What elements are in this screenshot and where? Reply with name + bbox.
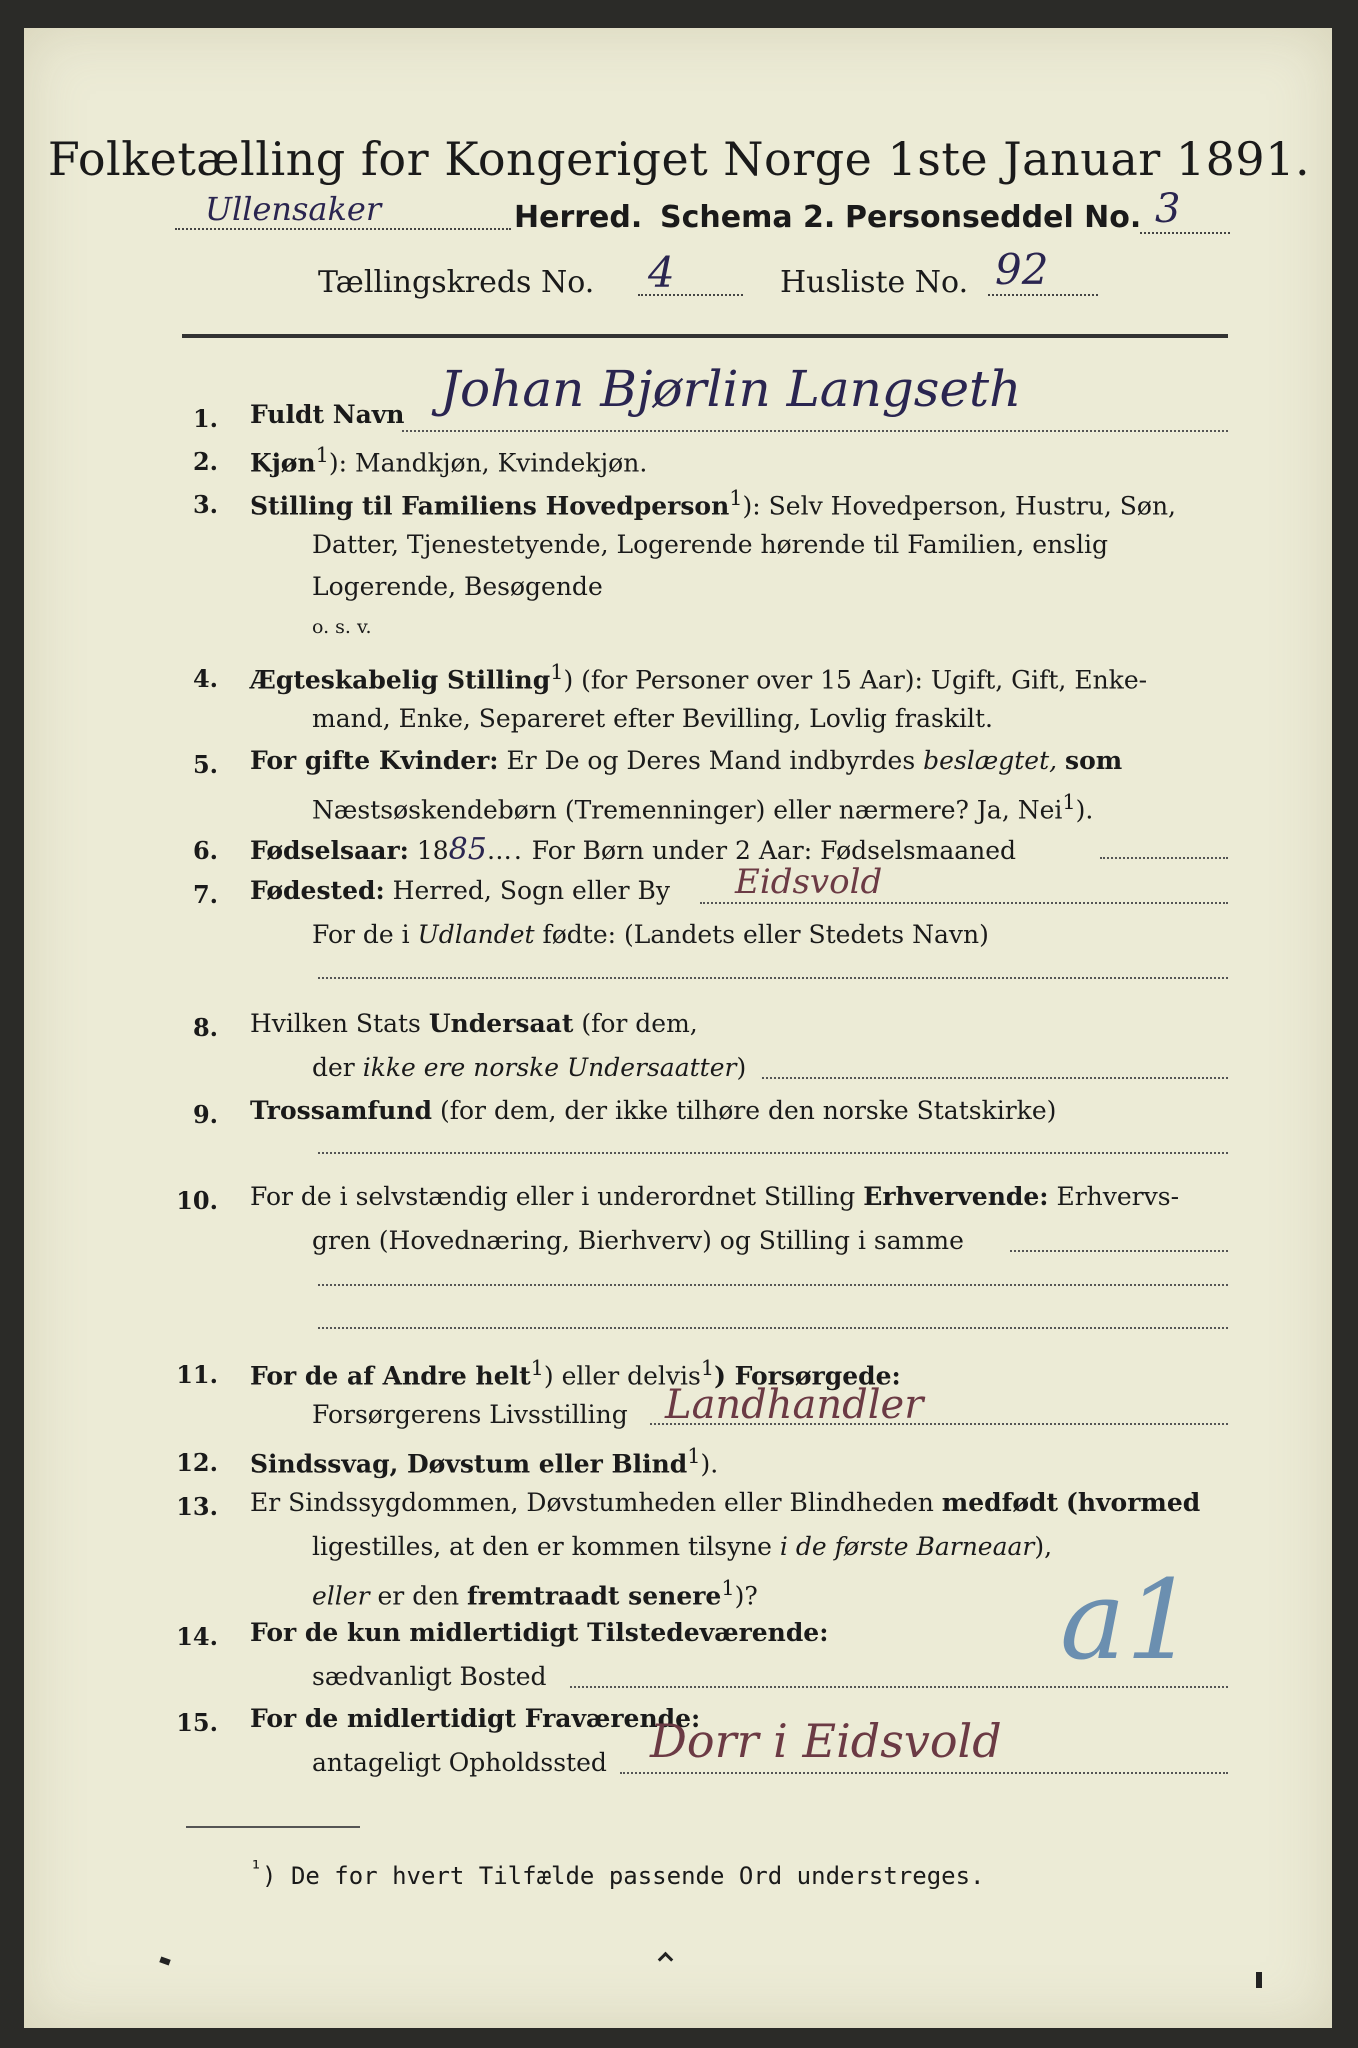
footnote-marker: ¹ xyxy=(250,1856,263,1880)
schema-label: Schema 2. xyxy=(660,200,836,235)
q11-value: Landhandler xyxy=(665,1382,924,1428)
q5-question: Er De og Deres Mand indbyrdes xyxy=(506,746,916,775)
q10-erhvervende: Erhvervende: xyxy=(863,1182,1049,1211)
footnote-text: ) De for hvert Tilfælde passende Ord understreges. xyxy=(262,1862,985,1890)
header-rule xyxy=(182,334,1228,338)
q8-line1 xyxy=(250,1009,698,1038)
q2-text: Kjøn$^1$): Mandkjøn, Kvindekjøn. xyxy=(250,443,648,478)
q9-number: 9. xyxy=(192,1100,218,1129)
q10-line1 xyxy=(250,1182,1179,1211)
q5-line2-text: Næstsøskendebørn (Tremenninger) eller nærmere? Ja, Nei xyxy=(312,795,1063,825)
q12-number: 12. xyxy=(176,1448,218,1477)
q13-medfodt: medfødt xyxy=(941,1488,1059,1517)
q11-number: 11. xyxy=(176,1360,218,1389)
q7-line1 xyxy=(250,876,670,905)
q13-eller: eller xyxy=(312,1581,370,1611)
q13-line2a: ligestilles, at den er kommen tilsyne xyxy=(312,1532,772,1561)
q3-line3: Logerende, Besøgende xyxy=(312,572,603,601)
kreds-value: 4 xyxy=(648,248,675,297)
q15-value: Dorr i Eidsvold xyxy=(650,1714,1002,1768)
q4-number: 4. xyxy=(192,664,218,693)
q10-line1a: For de i selvstændig eller i underordnet Stilling xyxy=(250,1182,856,1211)
q3-line1: Stilling til Familiens Hovedperson$^1$): Selv Hovedperson, Hustru, Søn, xyxy=(250,486,1177,521)
q8-line2a: der xyxy=(312,1053,355,1082)
q8-line2c: ) xyxy=(736,1053,747,1082)
q2-number: 2. xyxy=(192,447,218,476)
q7-udlandet: Udlandet xyxy=(417,920,535,949)
q13-line1c: (hvormed xyxy=(1066,1488,1201,1517)
q6-value: 85 xyxy=(448,832,487,867)
q10-line1c: Erhvervs- xyxy=(1056,1182,1180,1211)
q3-line4: o. s. v. xyxy=(312,616,372,638)
personseddel-dotted-line xyxy=(1140,232,1230,234)
q15-answer-line xyxy=(620,1772,1228,1774)
q3-label: Stilling til Familiens Hovedperson xyxy=(250,491,730,521)
q14-line1: For de kun midlertidigt Tilstedeværende: xyxy=(250,1618,829,1647)
q13-er-den: er den xyxy=(377,1581,460,1611)
q10-answer-line-1 xyxy=(1010,1250,1228,1252)
q9-label: Trossamfund xyxy=(250,1096,433,1125)
q6-century: 18 xyxy=(416,836,449,865)
q13-line1 xyxy=(250,1488,1200,1517)
q10-answer-line-2 xyxy=(318,1284,1228,1286)
q6-answer-line xyxy=(1100,857,1228,859)
q7-line2a: For de i xyxy=(312,920,410,949)
q1-value: Johan Bjørlin Langseth xyxy=(440,360,1022,418)
q15-line1: For de midlertidigt Fraværende: xyxy=(250,1704,701,1733)
q4-line1: Ægteskabelig Stilling$^1$) (for Personer over 15 Aar): Ugift, Gift, Enke- xyxy=(250,660,1148,695)
q2-rest: ): Mandkjøn, Kvindekjøn. xyxy=(328,448,648,478)
q8-line1c: (for dem, xyxy=(581,1009,698,1038)
q5-line2: Næstsøskendebørn (Tremenninger) eller nærmere? Ja, Nei$^1$). xyxy=(312,790,1094,825)
husliste-label: Husliste No. xyxy=(780,265,969,300)
q9-answer-line xyxy=(318,1152,1228,1154)
q7-line2c: fødte: (Landets eller Stedets Navn) xyxy=(542,920,989,949)
q7-number: 7. xyxy=(192,880,218,909)
herred-dotted-line xyxy=(175,228,511,230)
q7-label: Fødested: xyxy=(250,876,385,905)
q3-options-1: ): Selv Hovedperson, Hustru, Søn, xyxy=(742,491,1177,521)
herred-label: Herred. xyxy=(514,200,643,235)
herred-value: Ullensaker xyxy=(205,190,382,228)
q5-beslaegtet: beslægtet, xyxy=(923,746,1058,775)
corner-mark-right xyxy=(1256,1972,1262,1988)
q10-answer-line-3 xyxy=(318,1327,1228,1329)
q4-label: Ægteskabelig Stilling xyxy=(250,665,551,695)
q7-answer-line xyxy=(700,902,1228,904)
husliste-dotted-line xyxy=(988,294,1098,296)
q1-label: Fuldt Navn xyxy=(250,400,405,429)
q13-line2c: ), xyxy=(1034,1532,1053,1561)
q6-label: Fødselsaar: xyxy=(250,836,409,865)
q7-line2 xyxy=(312,920,989,949)
q6-number: 6. xyxy=(192,836,218,865)
form-title: Folketælling for Kongeriget Norge 1ste Januar 1891. xyxy=(47,132,1311,186)
q13-fremtraadt: fremtraadt senere xyxy=(467,1581,722,1611)
q11-line2: Forsørgerens Livsstilling xyxy=(312,1400,628,1429)
q1-number: 1. xyxy=(192,404,218,433)
q7-value: Eidsvold xyxy=(735,862,883,902)
q12-label: Sindssvag, Døvstum eller Blind xyxy=(250,1449,688,1479)
q8-line1a: Hvilken Stats xyxy=(250,1009,421,1038)
q3-line2: Datter, Tjenestetyende, Logerende hørende til Familien, enslig xyxy=(312,530,1109,559)
q1-answer-line xyxy=(402,430,1228,432)
q8-undersaat: Undersaat xyxy=(428,1009,574,1038)
personseddel-label: Personseddel No. xyxy=(845,200,1142,235)
q12-line: Sindssvag, Døvstum eller Blind$^1$). xyxy=(250,1444,719,1479)
q5-line1 xyxy=(250,746,1122,775)
q13-line2 xyxy=(312,1532,1052,1561)
q8-line2 xyxy=(312,1053,746,1082)
q8-answer-line xyxy=(762,1077,1228,1079)
q15-line2: antageligt Opholdssted xyxy=(312,1748,607,1777)
q10-line2: gren (Hovednæring, Bierhverv) og Stilling i samme xyxy=(312,1226,964,1255)
q13-margin-note: a1 xyxy=(1060,1556,1196,1684)
q9-line xyxy=(250,1096,1056,1125)
q14-line2: sædvanligt Bosted xyxy=(312,1662,547,1691)
personseddel-value: 3 xyxy=(1155,186,1181,232)
q11-line1b: ) eller delvis xyxy=(543,1361,701,1391)
q6-line: Fødselsaar: 1885…. For Børn under 2 Aar: Fødselsmaaned xyxy=(250,832,1017,867)
q13-line3d: )? xyxy=(734,1581,758,1611)
q12-rest: ). xyxy=(700,1449,719,1479)
q5-som: som xyxy=(1065,746,1123,775)
q14-number: 14. xyxy=(176,1622,218,1651)
q5-number: 5. xyxy=(192,750,218,779)
footnote xyxy=(250,1856,985,1890)
q11-line1c: ) Forsørgede: xyxy=(714,1361,901,1391)
q10-number: 10. xyxy=(176,1186,218,1215)
q8-line2b: ikke ere norske Undersaatter xyxy=(362,1053,737,1082)
q8-number: 8. xyxy=(192,1013,218,1042)
husliste-value: 92 xyxy=(995,245,1049,294)
q13-line2b: i de første Barneaar xyxy=(779,1532,1035,1561)
q9-rest: (for dem, der ikke tilhøre den norske Statskirke) xyxy=(439,1096,1057,1125)
q11-line1a: For de af Andre helt xyxy=(250,1361,531,1391)
q4-line2: mand, Enke, Separeret efter Bevilling, Lovlig fraskilt. xyxy=(312,704,993,733)
footnote-rule xyxy=(186,1826,360,1828)
q15-number: 15. xyxy=(176,1708,218,1737)
q2-label: Kjøn xyxy=(250,448,316,478)
kreds-label: Tællingskreds No. xyxy=(318,265,595,300)
q13-line1a: Er Sindssygdommen, Døvstumheden eller Blindheden xyxy=(250,1488,934,1517)
q6-rest: For Børn under 2 Aar: Fødselsmaaned xyxy=(531,836,1017,865)
q5-label: For gifte Kvinder: xyxy=(250,746,499,775)
q13-number: 13. xyxy=(176,1492,218,1521)
q7-extra-line xyxy=(318,977,1228,979)
q7-rest: Herred, Sogn eller By xyxy=(392,876,671,905)
q14-answer-line xyxy=(570,1686,1228,1688)
q11-line1: For de af Andre helt$^1$) eller delvis$^1$) Forsørgede: xyxy=(250,1356,901,1391)
q13-line3: eller er den fremtraadt senere$^1$)? xyxy=(312,1576,758,1611)
q4-options-1: ) (for Personer over 15 Aar): Ugift, Gift, Enke- xyxy=(563,665,1148,695)
q3-number: 3. xyxy=(192,490,218,519)
